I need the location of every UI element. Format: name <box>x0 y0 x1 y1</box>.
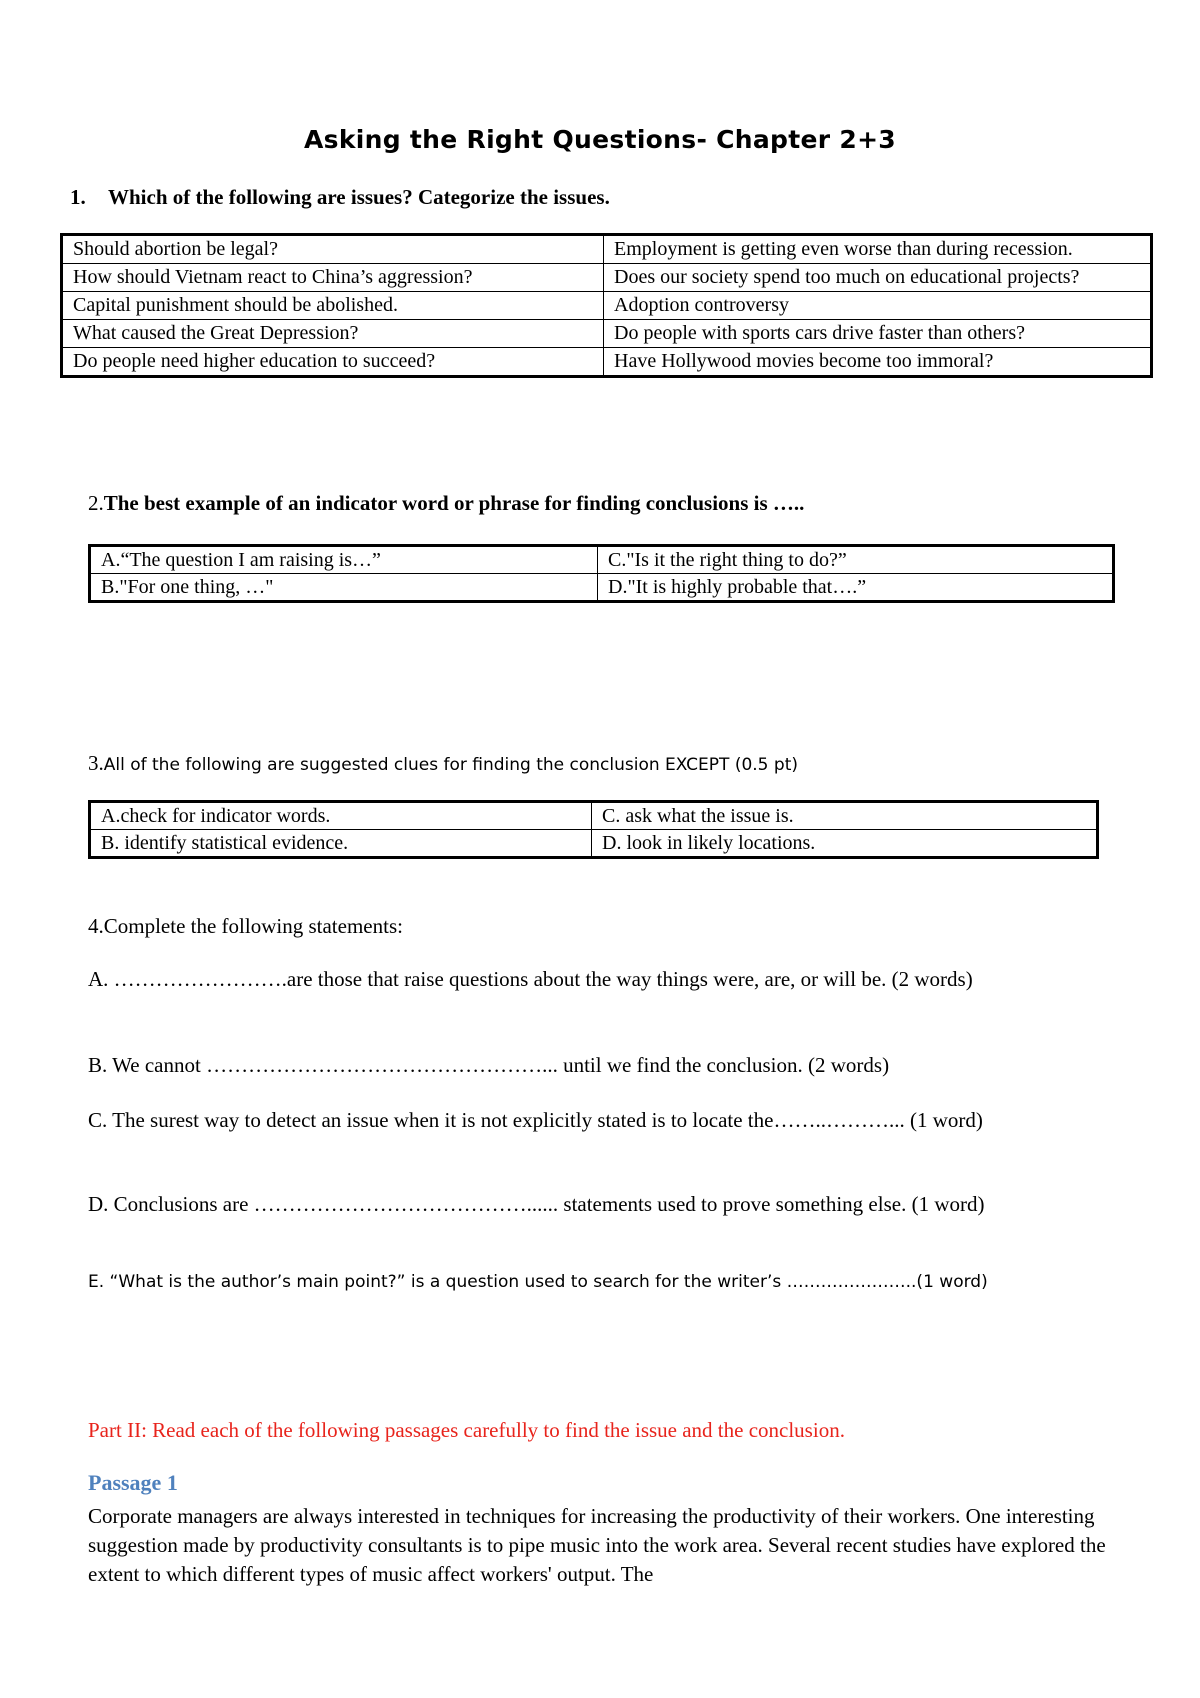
table-row <box>90 574 1114 602</box>
question-2 <box>88 491 804 516</box>
table-row <box>62 235 1152 264</box>
part-2-heading: Part II: Read each of the following passages carefully to find the issue and the conclusion. <box>88 1418 845 1442</box>
option-b: B. identify statistical evidence. <box>90 830 592 858</box>
option-d: D."It is highly probable that….” <box>598 574 1114 602</box>
statement-e: E. “What is the author’s main point?” is a question used to search for the writer’s …………………..(1 word) <box>88 1272 988 1292</box>
statement-d: D. Conclusions are …………………………………...... statements used to prove something else. (1 word) <box>88 1192 985 1216</box>
page-title: Asking the Right Questions- Chapter 2+3 <box>303 125 897 154</box>
table-row <box>62 292 1152 320</box>
table-cell: What caused the Great Depression? <box>62 320 604 348</box>
table-cell: Employment is getting even worse than during recession. <box>604 235 1152 264</box>
statement-c: C. The surest way to detect an issue when it is not explicitly stated is to locate the……..………... (1 word) <box>88 1108 983 1132</box>
table-cell: Do people need higher education to succeed? <box>62 348 604 377</box>
passage-text: Corporate managers are always interested in techniques for increasing the productivity of their workers. One interesting suggestion made by productivity consultants is to pipe music into the work area. Several recent studies have explored the extent to which different types of music affect workers' output. The <box>88 1504 1106 1586</box>
option-c: C."Is it the right thing to do?” <box>598 546 1114 574</box>
table-cell: Do people with sports cars drive faster than others? <box>604 320 1152 348</box>
table-row <box>90 546 1114 574</box>
passage-title: Passage 1 <box>88 1470 178 1495</box>
question-3-text: All of the following are suggested clues for finding the conclusion EXCEPT (0.5 pt) <box>103 755 798 775</box>
question-1 <box>70 185 610 210</box>
table-row <box>62 348 1152 377</box>
table-row <box>62 320 1152 348</box>
question-4-title: 4.Complete the following statements: <box>88 914 403 938</box>
table-cell: How should Vietnam react to China’s aggression? <box>62 264 604 292</box>
statement-b: B. We cannot …………………………………………... until we find the conclusion. (2 words) <box>88 1053 890 1077</box>
table-cell: Have Hollywood movies become too immoral? <box>604 348 1152 377</box>
option-c: C. ask what the issue is. <box>592 802 1098 830</box>
option-a: A.check for indicator words. <box>90 802 592 830</box>
question-1-text: Which of the following are issues? Categorize the issues. <box>108 185 610 209</box>
question-3 <box>88 751 798 776</box>
option-a: A.“The question I am raising is…” <box>90 546 598 574</box>
table-cell: Adoption controversy <box>604 292 1152 320</box>
table-cell: Capital punishment should be abolished. <box>62 292 604 320</box>
question-2-text: The best example of an indicator word or phrase for finding conclusions is ….. <box>103 491 805 515</box>
table-row <box>62 264 1152 292</box>
table-cell: Should abortion be legal? <box>62 235 604 264</box>
question-3-options <box>88 800 1099 859</box>
table-cell: Does our society spend too much on educational projects? <box>604 264 1152 292</box>
table-row <box>90 830 1098 858</box>
question-3-number: 3. <box>88 751 104 775</box>
question-1-number: 1. <box>70 185 86 209</box>
statement-a: A. …………………….are those that raise questions about the way things were, are, or will be. (2 words) <box>88 967 973 991</box>
issues-table <box>60 233 1153 378</box>
question-2-number: 2. <box>88 491 104 515</box>
table-row <box>90 802 1098 830</box>
option-b: B."For one thing, …" <box>90 574 598 602</box>
option-d: D. look in likely locations. <box>592 830 1098 858</box>
question-2-options <box>88 544 1115 603</box>
